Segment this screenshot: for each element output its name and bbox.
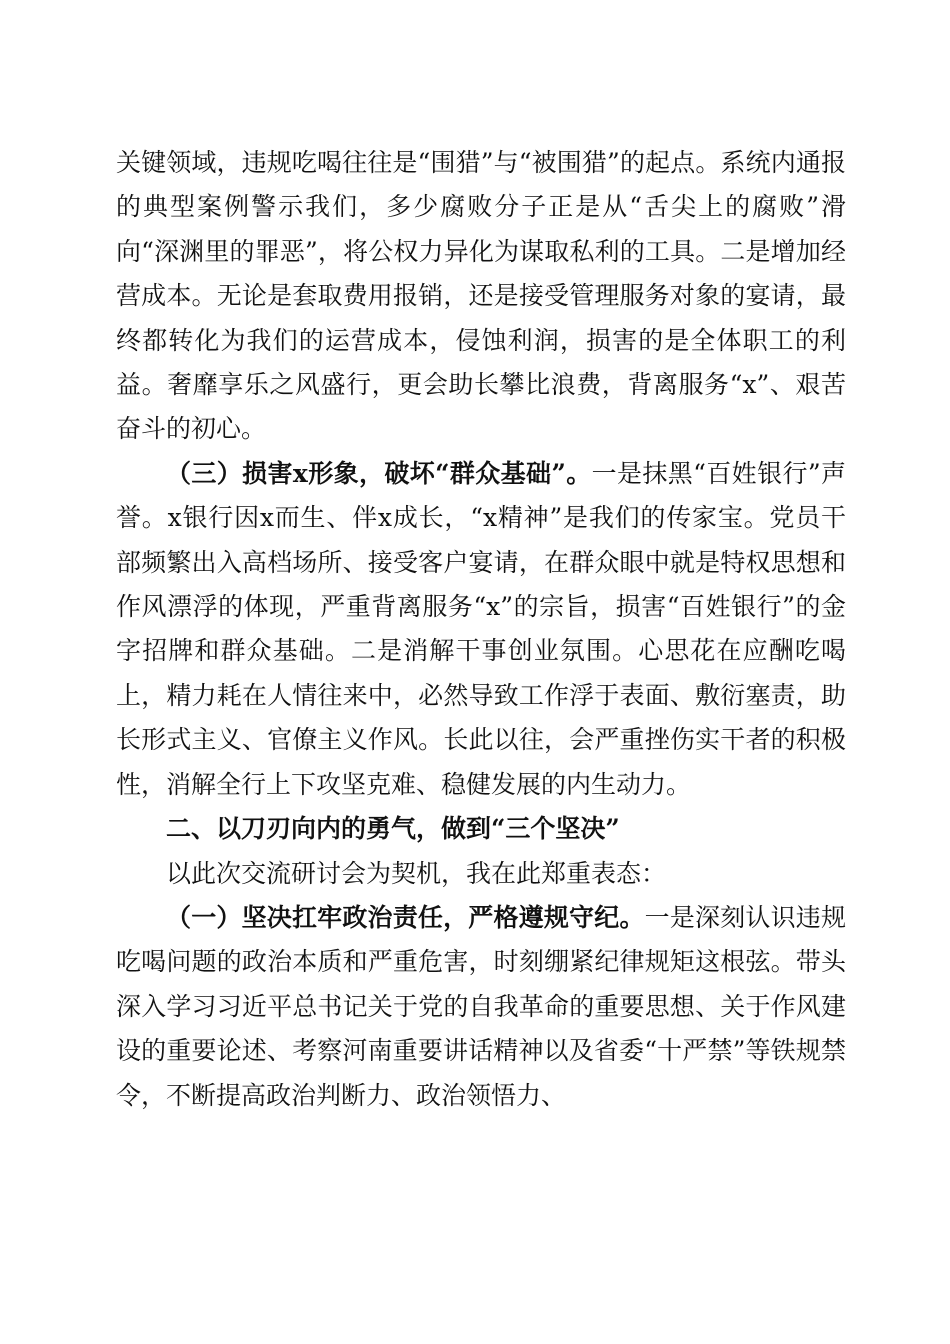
paragraph-political-responsibility bbox=[116, 896, 846, 1118]
document-page bbox=[116, 141, 846, 1118]
paragraph-text: 一是抹黑“百姓银行”声誉。x银行因x而生、伴x成长，“x精神”是我们的传家宝。党员干部频繁出入高档场所、接受客户宴请，在群众眼中就是特权思想和作风漂浮的体现，严重背离服务“x”的宗旨，损害“百姓银行”的金字招牌和群众基础。二是消解干事创业氛围。心思花在应酬吃喝上，精力耗在人情往来中，必然导致工作浮于表面、敷衍塞责，助长形式主义、官僚主义作风。长此以往，会严重挫伤实干者的积极性，消解全行上下攻坚克难、稳健发展的内生动力。 bbox=[116, 458, 847, 799]
paragraph-text: 关键领域，违规吃喝往往是“围猎”与“被围猎”的起点。系统内通报的典型案例警示我们，多少腐败分子正是从“舌尖上的腐败”滑向“深渊里的罪恶”，将公权力异化为谋取私利的工具。二是增加经营成本。无论是套取费用报销，还是接受管理服务对象的宴请，最终都转化为我们的运营成本，侵蚀利润，损害的是全体职工的利益。奢靡享乐之风盛行，更会助长攀比浪费，背离服务“x”、艰苦奋斗的初心。 bbox=[116, 148, 846, 444]
section-lead-1: （一）坚决扛牢政治责任，严格遵规守纪。 bbox=[166, 902, 645, 932]
section-heading-2: 二、以刀刃向内的勇气，做到“三个坚决” bbox=[166, 814, 620, 844]
section-lead-3: （三）损害x形象，破坏“群众基础”。 bbox=[166, 458, 592, 488]
paragraph-statement-intro bbox=[116, 852, 846, 896]
paragraph-text: 以此次交流研讨会为契机，我在此郑重表态： bbox=[166, 858, 667, 888]
paragraph-costs bbox=[116, 141, 846, 452]
paragraph-text: 一是深刻认识违规吃喝问题的政治本质和严重危害，时刻绷紧纪律规矩这根弦。带头深入学习习近平总书记关于党的自我革命的重要思想、关于作风建设的重要论述、考察河南重要讲话精神以及省委“十严禁”等铁规禁令，不断提高政治判断力、政治领悟力、 bbox=[116, 902, 846, 1110]
paragraph-image-damage bbox=[116, 452, 846, 807]
